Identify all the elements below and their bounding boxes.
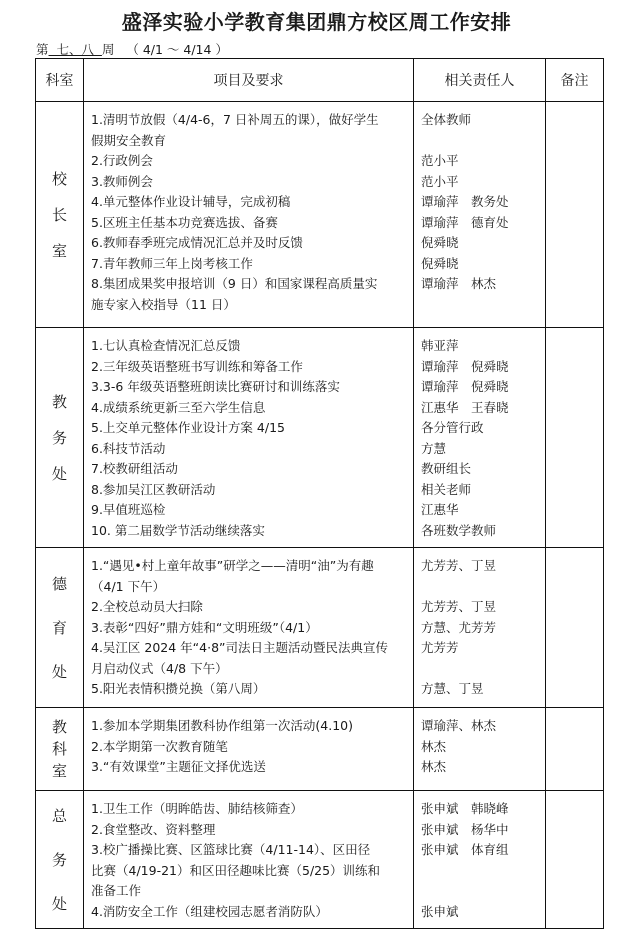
item-line: 1.卫生工作（明眸皓齿、肺结核筛查） [91, 801, 303, 816]
schedule-table [35, 58, 604, 929]
dept-char: 科 [51, 740, 67, 758]
notes-cell [546, 791, 604, 929]
dept-cell [36, 791, 84, 929]
dept-char: 教 [51, 718, 67, 736]
owners-cell [414, 328, 546, 548]
owner-line: 谭瑜萍 林杰 [421, 276, 497, 291]
dept-char: 处 [51, 894, 67, 913]
notes-cell [546, 102, 604, 328]
owner-line: 范小平 [421, 153, 459, 168]
item-line: 4.消防安全工作（组建校园志愿者消防队） [91, 903, 328, 919]
table-header-row [36, 59, 604, 102]
owner-line: 林杰 [421, 759, 447, 774]
owner-line: 各分管行政 [421, 420, 484, 435]
item-line: 1.清明节放假（4/4-6，7 日补周五的课），做好学生 [91, 112, 379, 127]
notes-cell [546, 328, 604, 548]
owner-line: 谭瑜萍、林杰 [421, 718, 497, 733]
table-row-general-affairs [36, 791, 604, 929]
item-line: 2.行政例会 [91, 153, 153, 168]
owner-line: 倪舜晓 [421, 255, 459, 271]
item-line: 4.单元整体作业设计辅导，完成初稿 [91, 194, 291, 209]
item-line: 4.吴江区 2024 年“4·8”司法日主题活动暨民法典宣传 [91, 640, 389, 655]
notes-cell [546, 548, 604, 708]
owner-line: 方慧、丁昱 [421, 681, 484, 696]
owner-line: 谭瑜萍 倪舜晓 [421, 358, 509, 374]
header-owners: 相关责任人 [414, 59, 546, 102]
owner-line: 林杰 [421, 738, 447, 754]
document-title: 盛泽实验小学教育集团鼎方校区周工作安排 [121, 10, 512, 34]
item-line: 2.本学期第一次教育随笔 [91, 738, 228, 754]
owner-line: 范小平 [421, 173, 459, 189]
item-line: 1.七认真检查情况汇总反馈 [91, 338, 241, 353]
table-row-research-office [36, 708, 604, 791]
item-line: 1.“遇见•村上童年故事”研学之——清明“油”为有趣 [91, 558, 374, 573]
header-notes: 备注 [546, 59, 604, 102]
owner-line [421, 577, 539, 598]
owners-cell [414, 708, 546, 791]
owner-line [421, 881, 539, 902]
item-line: 假期安全教育 [91, 132, 167, 148]
dept-char: 育 [51, 618, 67, 637]
owners-cell [414, 548, 546, 708]
items-cell [84, 791, 414, 929]
item-line: 3.3-6 年级英语整班朗读比赛研讨和训练落实 [91, 379, 340, 394]
dept-char: 总 [51, 806, 67, 825]
dept-char: 处 [51, 464, 67, 483]
item-line: 8.集团成果奖申报培训（9 日）和国家课程高质量实 [91, 276, 378, 291]
item-line: 6.教师春季班完成情况汇总并及时反馈 [91, 235, 303, 250]
dept-char: 处 [51, 662, 67, 681]
item-line: 月启动仪式（4/8 下午） [91, 660, 228, 676]
owner-line: 尤芳芳、丁昱 [421, 599, 497, 614]
table-row-moral-education [36, 548, 604, 708]
items-cell [84, 328, 414, 548]
dept-cell [36, 328, 84, 548]
header-dept: 科室 [36, 59, 84, 102]
item-line: 1.参加本学期集团教科协作组第一次活动(4.10) [91, 718, 354, 733]
owner-line: 江惠华 [421, 502, 459, 517]
item-line: 比赛（4/19-21）和区田径趣味比赛（5/25）训练和 [91, 862, 381, 878]
item-line: 施专家入校指导（11 日） [91, 296, 236, 312]
week-number: 七、八 [48, 42, 102, 57]
table-row-academic-affairs [36, 328, 604, 548]
owner-line: 方慧、尤芳芳 [421, 619, 497, 635]
item-line: （4/1 下午） [91, 578, 166, 594]
item-line: 9.早值班巡检 [91, 502, 166, 517]
item-line: 8.参加吴江区教研活动 [91, 481, 216, 497]
owner-line: 各班数学教师 [421, 522, 497, 538]
dept-char: 长 [51, 205, 67, 224]
owner-line: 谭瑜萍 教务处 [421, 194, 509, 209]
owner-line: 张申斌 杨华中 [421, 821, 509, 837]
week-suffix: 周 [101, 42, 115, 57]
item-line: 3.校广播操比赛、区篮球比赛（4/11-14）、区田径 [91, 842, 371, 857]
owner-line: 谭瑜萍 倪舜晓 [421, 379, 509, 394]
item-line: 7.校教研组活动 [91, 461, 178, 476]
item-line: 7.青年教师三年上岗考核工作 [91, 255, 253, 271]
date-range: （ 4/1 ～ 4/14 ） [126, 42, 228, 57]
dept-char: 务 [51, 428, 67, 447]
item-line: 3.“有效课堂”主题征文择优选送 [91, 759, 266, 774]
header-items: 项目及要求 [84, 59, 414, 102]
item-line: 6.科技节活动 [91, 440, 166, 456]
owner-line: 韩亚萍 [421, 338, 459, 353]
owner-line [421, 131, 539, 152]
owner-line: 方慧 [421, 440, 447, 456]
dept-cell [36, 548, 84, 708]
owner-line [421, 659, 539, 680]
notes-cell [546, 708, 604, 791]
item-line: 准备工作 [91, 883, 142, 898]
item-line: 3.表彰“四好”鼎方娃和“文明班级”（4/1） [91, 619, 318, 635]
items-cell [84, 548, 414, 708]
dept-char: 室 [51, 762, 67, 780]
item-line: 5.区班主任基本功竞赛选拔、备赛 [91, 214, 278, 230]
week-prefix: 第 [36, 42, 49, 57]
dept-char: 务 [51, 850, 67, 869]
item-line: 5.阳光表情积攒兑换（第八周） [91, 681, 266, 696]
dept-cell [36, 708, 84, 791]
owner-line: 张申斌 体育组 [421, 842, 509, 857]
table-row-principal-office [36, 102, 604, 328]
owner-line: 倪舜晓 [421, 235, 459, 250]
dept-char: 教 [51, 392, 67, 411]
dept-cell [36, 102, 84, 328]
week-info [36, 40, 228, 58]
owner-line: 相关老师 [421, 481, 472, 497]
item-line: 5.上交单元整体作业设计方案 4/15 [91, 420, 285, 435]
owner-line [421, 861, 539, 882]
owners-cell [414, 102, 546, 328]
item-line: 10. 第二届数学节活动继续落实 [91, 522, 265, 538]
owner-line: 张申斌 韩晓峰 [421, 801, 509, 816]
owner-line: 江惠华 王春晓 [421, 399, 509, 415]
dept-char: 室 [51, 241, 67, 260]
dept-char: 校 [51, 169, 67, 188]
item-line: 4.成绩系统更新三至六学生信息 [91, 399, 266, 415]
item-line: 3.教师例会 [91, 173, 153, 189]
owner-line [421, 295, 539, 316]
owner-line: 尤芳芳、丁昱 [421, 558, 497, 573]
dept-char: 德 [51, 574, 67, 593]
owner-line: 全体教师 [421, 112, 472, 127]
owner-line: 教研组长 [421, 461, 472, 476]
owner-line: 尤芳芳 [421, 640, 459, 655]
owner-line: 张申斌 [421, 903, 459, 919]
owner-line: 谭瑜萍 德育处 [421, 214, 509, 230]
item-line: 2.食堂整改、资料整理 [91, 821, 216, 837]
item-line: 2.全校总动员大扫除 [91, 599, 203, 614]
items-cell [84, 102, 414, 328]
items-cell [84, 708, 414, 791]
item-line: 2.三年级英语整班书写训练和筹备工作 [91, 358, 303, 374]
owners-cell [414, 791, 546, 929]
